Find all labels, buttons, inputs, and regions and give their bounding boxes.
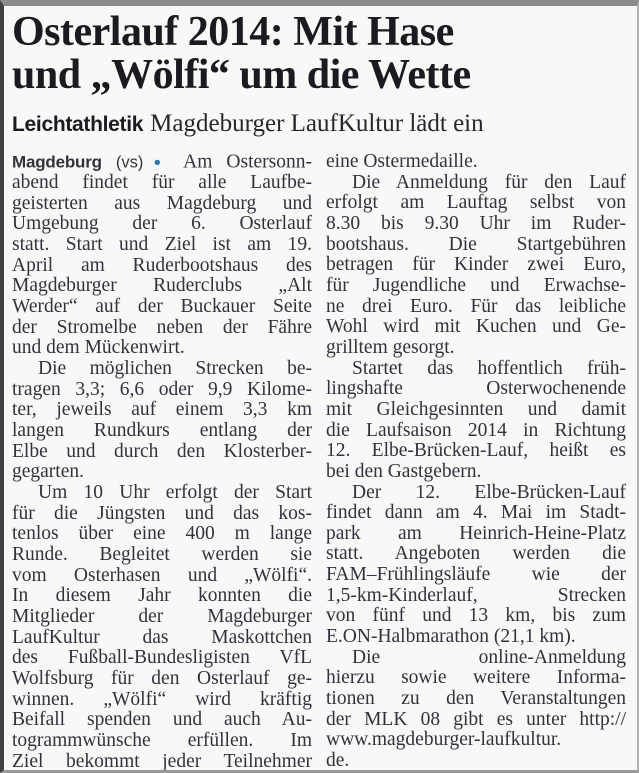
body-line: 1,5-km-Kinderlauf, Strecken	[326, 585, 626, 606]
section-kicker: Leichtathletik	[12, 113, 144, 136]
body-line: FAM–Frühlingsläufe wie der	[326, 565, 626, 586]
article-subhead	[12, 110, 629, 138]
body-line: erfolgt am Lauftag selbst von	[326, 193, 626, 214]
paragraph	[12, 152, 312, 359]
paragraph	[326, 483, 626, 648]
body-line: Ziel bekommt jeder Teilnehmer	[12, 751, 312, 772]
paragraph	[326, 173, 626, 359]
dateline-credit: (vs)	[115, 153, 144, 172]
body-line: E.ON-Halbmarathon (21,1 km).	[326, 627, 576, 648]
paragraph	[12, 483, 312, 772]
body-line: von fünf und 13 km, bis zum	[326, 606, 626, 627]
body-line: In diesem Jahr konnten die	[12, 586, 312, 607]
body-line: winnen. „Wölfi“ wird kräftig	[12, 689, 312, 710]
body-line: geisterten aus Magdeburg und	[12, 193, 312, 214]
body-line: Elbe und durch den Klosterber-	[12, 441, 312, 462]
body-line: tionen zu den Veranstaltungen	[326, 689, 626, 710]
body-line: für Jugendliche und Erwachse-	[326, 275, 626, 296]
body-line: der MLK 08 gibt es unter http://	[326, 709, 626, 730]
body-line: Mitglieder der Magdeburger	[12, 606, 312, 627]
body-line: des Fußball-Bundesligisten VfL	[12, 648, 312, 669]
dateline-location: Magdeburg	[12, 152, 102, 172]
body-line: für die Jüngsten und das kos-	[12, 503, 312, 524]
body-line: Beifall spenden und auch Au-	[12, 710, 312, 731]
body-line: eine Ostermedaille.	[326, 152, 478, 172]
body-line-text: Am Ostersonn-	[183, 152, 312, 173]
body-line: abend findet für alle Laufbe-	[12, 173, 312, 194]
article-subtitle: Magdeburger LaufKultur lädt ein	[150, 110, 484, 137]
body-line: bei den Gastgebern.	[326, 461, 482, 482]
body-line: www.magdeburger-laufkultur.	[326, 730, 562, 751]
paragraph	[326, 152, 626, 173]
body-line: park am Heinrich-Heine-Platz	[326, 523, 626, 544]
headline-line-1: Osterlauf 2014: Mit Hase	[12, 9, 454, 55]
body-line: Magdeburger Ruderclubs „Alt	[12, 276, 312, 297]
body-line: togrammwünsche erfüllen. Im	[12, 730, 312, 751]
column-left	[12, 152, 312, 772]
body-line: statt. Start und Ziel ist am 19.	[12, 235, 312, 256]
body-line: Wolfsburg für den Osterlauf ge-	[12, 668, 312, 689]
body-line: Die Anmeldung für den Lauf	[352, 172, 626, 193]
body-line: hierzu sowie weitere Informa-	[326, 668, 626, 689]
body-line: tenlos über eine 400 m lange	[12, 524, 312, 545]
body-line: mit Gleichgesinnten und damit	[326, 399, 626, 420]
body-line: Die online-Anmeldung	[352, 647, 626, 668]
body-line: April am Ruderbootshaus des	[12, 255, 312, 276]
body-line: ne drei Euro. Für das leibliche	[326, 296, 626, 317]
article-body	[12, 152, 629, 772]
body-line: 12. Elbe-Brücken-Lauf, heißt es	[326, 441, 626, 462]
dateline-bullet-icon: ●	[144, 155, 171, 169]
body-line: statt. Angeboten werden die	[326, 544, 626, 565]
paragraph	[326, 648, 626, 772]
body-line: gegarten.	[12, 462, 85, 483]
body-line	[12, 152, 312, 173]
body-line: Runde. Begleitet werden sie	[12, 544, 312, 565]
body-line: langen Rundkurs entlang der	[12, 421, 312, 442]
body-line: findet dann am 4. Mai im Stadt-	[326, 503, 626, 524]
body-line: LaufKultur das Maskottchen	[12, 627, 312, 648]
body-line: Um 10 Uhr erfolgt der Start	[38, 483, 312, 503]
body-line: de.	[326, 751, 350, 772]
headline-line-2: und „Wölfi“ um die Wette	[12, 52, 471, 98]
body-line: Werder“ auf der Buckauer Seite	[12, 297, 312, 318]
body-line: tragen 3,3; 6,6 oder 9,9 Kilome-	[12, 379, 312, 400]
body-line: bootshaus. Die Startgebühren	[326, 234, 626, 255]
paragraph	[326, 359, 626, 483]
body-line: Die möglichen Strecken be-	[38, 359, 312, 380]
article-headline	[12, 11, 629, 97]
body-line: Umgebung der 6. Osterlauf	[12, 214, 312, 235]
body-line: betragen für Kinder zwei Euro,	[326, 255, 626, 276]
body-line: vom Osterhasen und „Wölfi“.	[12, 565, 312, 586]
body-line: Startet das hoffentlich früh-	[352, 358, 626, 379]
body-line: die Laufsaison 2014 in Richtung	[326, 420, 626, 441]
body-line: ter, jeweils auf einem 3,3 km	[12, 400, 312, 421]
body-line: Der 12. Elbe-Brücken-Lauf	[352, 482, 626, 503]
body-line: und dem Mückenwirt.	[12, 338, 185, 359]
body-line: Wohl wird mit Kuchen und Ge-	[326, 317, 626, 338]
body-line: lingshafte Osterwochenende	[326, 379, 626, 400]
body-line: grilltem gesorgt.	[326, 337, 455, 358]
paragraph	[12, 359, 312, 483]
body-line: der Stromelbe neben der Fähre	[12, 317, 312, 338]
column-right	[326, 152, 626, 772]
body-line: 8.30 bis 9.30 Uhr im Ruder-	[326, 213, 626, 234]
